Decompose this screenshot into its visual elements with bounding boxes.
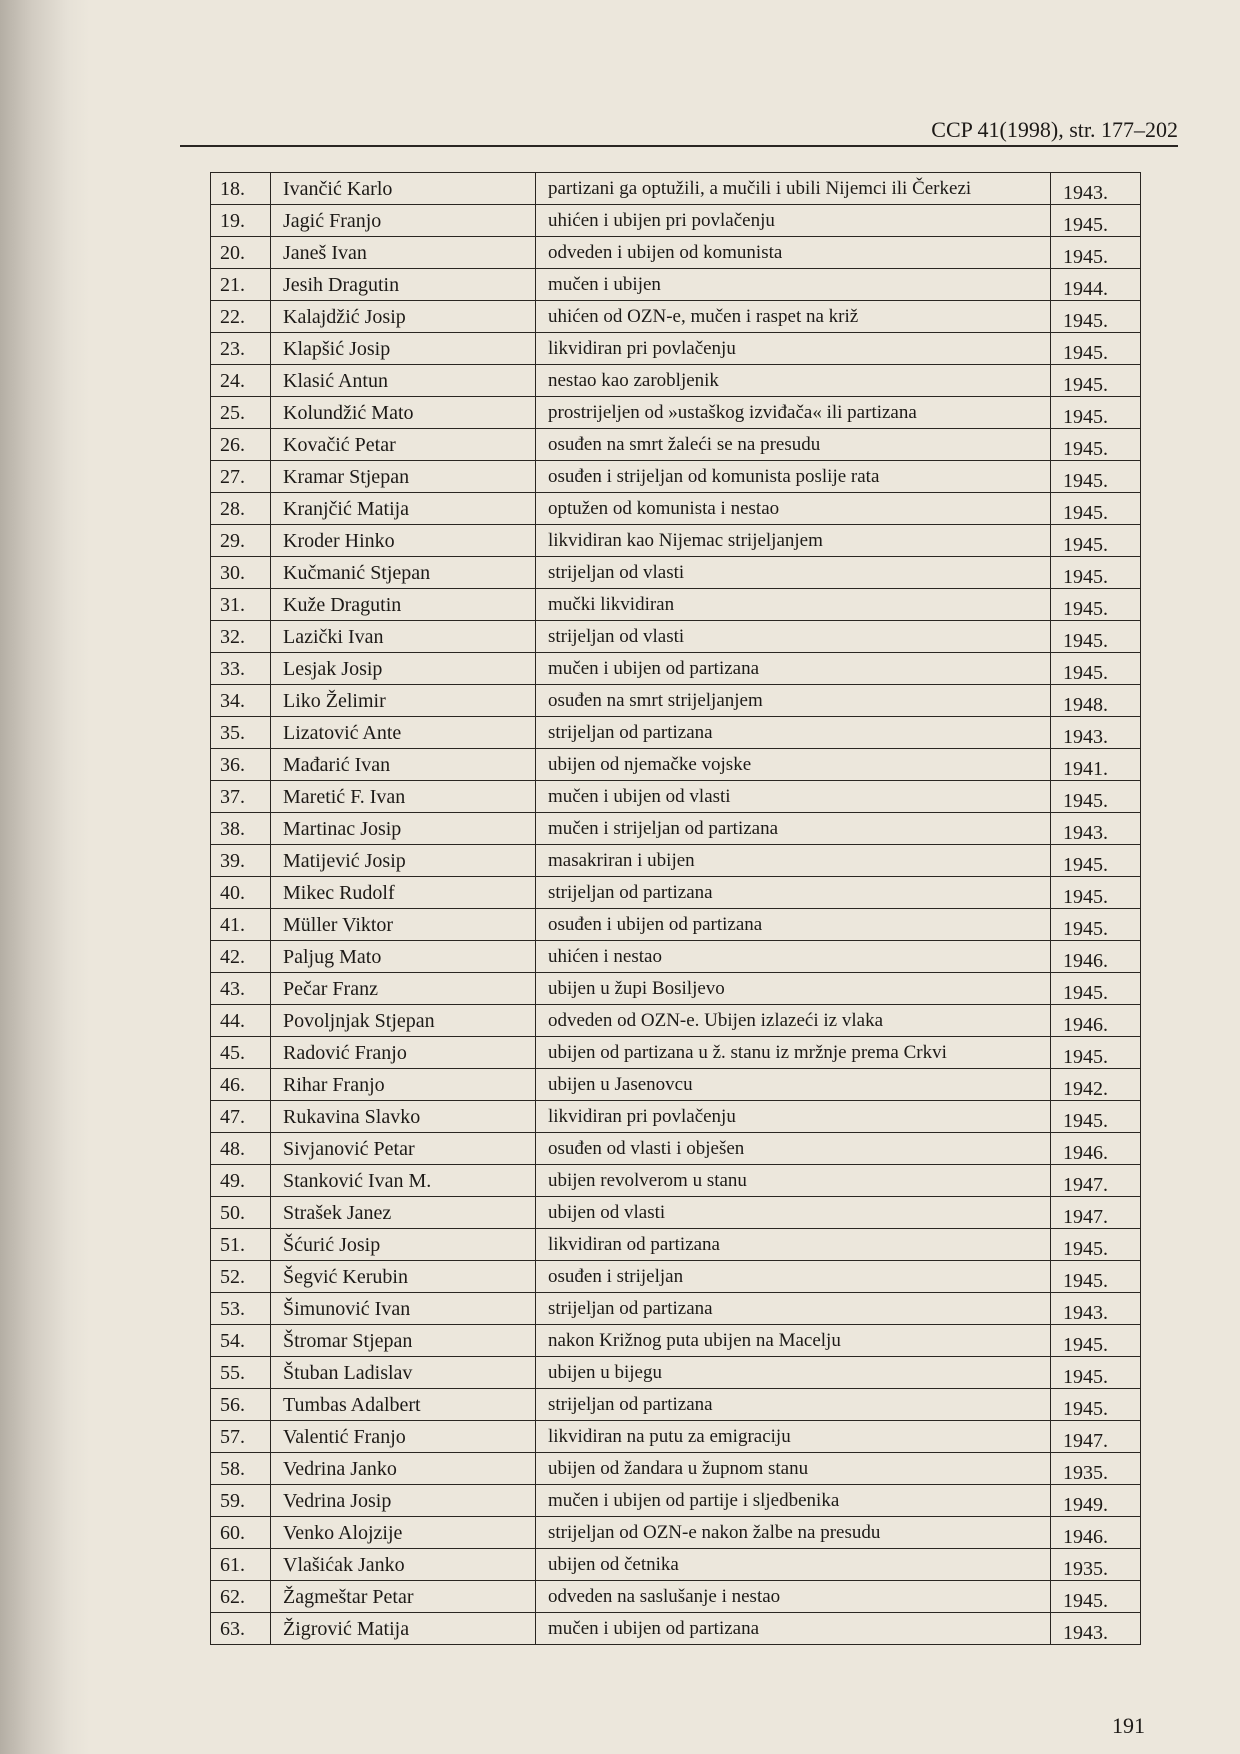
row-number-cell: 44.: [211, 1005, 271, 1037]
name-cell: Müller Viktor: [271, 909, 536, 941]
name-cell: Mikec Rudolf: [271, 877, 536, 909]
table-row: [211, 1293, 1141, 1325]
year-cell: 1946.: [1051, 1517, 1141, 1549]
name-cell: Rihar Franjo: [271, 1069, 536, 1101]
fate-cell: osuđen i strijeljan: [536, 1261, 1051, 1293]
row-number-cell: 57.: [211, 1421, 271, 1453]
year-cell: 1945.: [1051, 205, 1141, 237]
row-number-cell: 31.: [211, 589, 271, 621]
table-row: [211, 1037, 1141, 1069]
row-number-cell: 22.: [211, 301, 271, 333]
row-number-cell: 42.: [211, 941, 271, 973]
table-row: [211, 1165, 1141, 1197]
fate-cell: likvidiran pri povlačenju: [536, 333, 1051, 365]
fate-cell: ubijen u župi Bosiljevo: [536, 973, 1051, 1005]
table-row: [211, 365, 1141, 397]
name-cell: Vedrina Josip: [271, 1485, 536, 1517]
name-cell: Kroder Hinko: [271, 525, 536, 557]
page-binding-shadow: [0, 0, 90, 1754]
table-row: [211, 1261, 1141, 1293]
name-cell: Stanković Ivan M.: [271, 1165, 536, 1197]
year-cell: 1945.: [1051, 781, 1141, 813]
table-row: [211, 525, 1141, 557]
name-cell: Vlašićak Janko: [271, 1549, 536, 1581]
row-number-cell: 60.: [211, 1517, 271, 1549]
year-cell: 1946.: [1051, 941, 1141, 973]
name-cell: Janeš Ivan: [271, 237, 536, 269]
fate-cell: strijeljan od OZN-e nakon žalbe na presudu: [536, 1517, 1051, 1549]
year-cell: 1935.: [1051, 1453, 1141, 1485]
table-row: [211, 1133, 1141, 1165]
name-cell: Sivjanović Petar: [271, 1133, 536, 1165]
year-cell: 1945.: [1051, 877, 1141, 909]
name-cell: Mađarić Ivan: [271, 749, 536, 781]
year-cell: 1945.: [1051, 333, 1141, 365]
fate-cell: strijeljan od partizana: [536, 1389, 1051, 1421]
row-number-cell: 28.: [211, 493, 271, 525]
row-number-cell: 26.: [211, 429, 271, 461]
fate-cell: uhićen i ubijen pri povlačenju: [536, 205, 1051, 237]
victims-table-body: [211, 173, 1141, 1645]
fate-cell: ubijen u Jasenovcu: [536, 1069, 1051, 1101]
row-number-cell: 37.: [211, 781, 271, 813]
name-cell: Kolundžić Mato: [271, 397, 536, 429]
table-row: [211, 1197, 1141, 1229]
fate-cell: masakriran i ubijen: [536, 845, 1051, 877]
victims-table: [210, 172, 1141, 1645]
fate-cell: nakon Križnog puta ubijen na Macelju: [536, 1325, 1051, 1357]
name-cell: Kranjčić Matija: [271, 493, 536, 525]
year-cell: 1941.: [1051, 749, 1141, 781]
row-number-cell: 56.: [211, 1389, 271, 1421]
table-row: [211, 589, 1141, 621]
fate-cell: strijeljan od partizana: [536, 717, 1051, 749]
year-cell: 1945.: [1051, 429, 1141, 461]
table-row: [211, 653, 1141, 685]
table-row: [211, 1581, 1141, 1613]
name-cell: Maretić F. Ivan: [271, 781, 536, 813]
fate-cell: likvidiran kao Nijemac strijeljanjem: [536, 525, 1051, 557]
row-number-cell: 46.: [211, 1069, 271, 1101]
table-row: [211, 1421, 1141, 1453]
row-number-cell: 38.: [211, 813, 271, 845]
year-cell: 1945.: [1051, 461, 1141, 493]
name-cell: Šimunović Ivan: [271, 1293, 536, 1325]
year-cell: 1945.: [1051, 973, 1141, 1005]
table-row: [211, 557, 1141, 589]
table-row: [211, 1517, 1141, 1549]
table-row: [211, 493, 1141, 525]
row-number-cell: 19.: [211, 205, 271, 237]
fate-cell: ubijen od vlasti: [536, 1197, 1051, 1229]
table-row: [211, 1101, 1141, 1133]
table-row: [211, 1357, 1141, 1389]
row-number-cell: 62.: [211, 1581, 271, 1613]
fate-cell: partizani ga optužili, a mučili i ubili Nijemci ili Čerkezi: [536, 173, 1051, 205]
row-number-cell: 32.: [211, 621, 271, 653]
name-cell: Matijević Josip: [271, 845, 536, 877]
year-cell: 1947.: [1051, 1165, 1141, 1197]
name-cell: Pečar Franz: [271, 973, 536, 1005]
table-row: [211, 173, 1141, 205]
year-cell: 1946.: [1051, 1005, 1141, 1037]
year-cell: 1945.: [1051, 1229, 1141, 1261]
name-cell: Kovačić Petar: [271, 429, 536, 461]
table-row: [211, 877, 1141, 909]
fate-cell: ubijen od žandara u župnom stanu: [536, 1453, 1051, 1485]
name-cell: Kuže Dragutin: [271, 589, 536, 621]
name-cell: Štromar Stjepan: [271, 1325, 536, 1357]
row-number-cell: 48.: [211, 1133, 271, 1165]
year-cell: 1943.: [1051, 173, 1141, 205]
name-cell: Jesih Dragutin: [271, 269, 536, 301]
year-cell: 1945.: [1051, 589, 1141, 621]
table-row: [211, 781, 1141, 813]
row-number-cell: 41.: [211, 909, 271, 941]
name-cell: Šćurić Josip: [271, 1229, 536, 1261]
row-number-cell: 18.: [211, 173, 271, 205]
table-row: [211, 717, 1141, 749]
fate-cell: osuđen od vlasti i obješen: [536, 1133, 1051, 1165]
table-row: [211, 749, 1141, 781]
row-number-cell: 55.: [211, 1357, 271, 1389]
table-row: [211, 1453, 1141, 1485]
row-number-cell: 24.: [211, 365, 271, 397]
year-cell: 1943.: [1051, 813, 1141, 845]
year-cell: 1945.: [1051, 845, 1141, 877]
row-number-cell: 40.: [211, 877, 271, 909]
table-row: [211, 429, 1141, 461]
year-cell: 1945.: [1051, 653, 1141, 685]
year-cell: 1945.: [1051, 397, 1141, 429]
table-row: [211, 973, 1141, 1005]
fate-cell: ubijen od njemačke vojske: [536, 749, 1051, 781]
row-number-cell: 51.: [211, 1229, 271, 1261]
fate-cell: strijeljan od vlasti: [536, 621, 1051, 653]
fate-cell: strijeljan od partizana: [536, 1293, 1051, 1325]
table-row: [211, 237, 1141, 269]
table-row: [211, 205, 1141, 237]
fate-cell: strijeljan od vlasti: [536, 557, 1051, 589]
fate-cell: mučen i ubijen od vlasti: [536, 781, 1051, 813]
fate-cell: mučen i ubijen od partizana: [536, 1613, 1051, 1645]
name-cell: Šegvić Kerubin: [271, 1261, 536, 1293]
year-cell: 1945.: [1051, 1037, 1141, 1069]
table-row: [211, 1549, 1141, 1581]
row-number-cell: 20.: [211, 237, 271, 269]
year-cell: 1945.: [1051, 1325, 1141, 1357]
name-cell: Valentić Franjo: [271, 1421, 536, 1453]
year-cell: 1945.: [1051, 237, 1141, 269]
name-cell: Kramar Stjepan: [271, 461, 536, 493]
year-cell: 1947.: [1051, 1421, 1141, 1453]
fate-cell: likvidiran pri povlačenju: [536, 1101, 1051, 1133]
table-row: [211, 269, 1141, 301]
name-cell: Povoljnjak Stjepan: [271, 1005, 536, 1037]
name-cell: Klasić Antun: [271, 365, 536, 397]
row-number-cell: 52.: [211, 1261, 271, 1293]
year-cell: 1942.: [1051, 1069, 1141, 1101]
name-cell: Lizatović Ante: [271, 717, 536, 749]
row-number-cell: 35.: [211, 717, 271, 749]
fate-cell: ubijen od partizana u ž. stanu iz mržnje prema Crkvi: [536, 1037, 1051, 1069]
row-number-cell: 25.: [211, 397, 271, 429]
fate-cell: osuđen na smrt strijeljanjem: [536, 685, 1051, 717]
name-cell: Martinac Josip: [271, 813, 536, 845]
fate-cell: mučen i ubijen od partije i sljedbenika: [536, 1485, 1051, 1517]
table-row: [211, 1229, 1141, 1261]
year-cell: 1945.: [1051, 365, 1141, 397]
table-row: [211, 941, 1141, 973]
table-row: [211, 621, 1141, 653]
table-row: [211, 1005, 1141, 1037]
name-cell: Tumbas Adalbert: [271, 1389, 536, 1421]
name-cell: Žigrović Matija: [271, 1613, 536, 1645]
year-cell: 1945.: [1051, 909, 1141, 941]
year-cell: 1945.: [1051, 493, 1141, 525]
name-cell: Lazički Ivan: [271, 621, 536, 653]
fate-cell: osuđen i ubijen od partizana: [536, 909, 1051, 941]
year-cell: 1949.: [1051, 1485, 1141, 1517]
victims-table-container: [210, 172, 1140, 1645]
row-number-cell: 59.: [211, 1485, 271, 1517]
row-number-cell: 53.: [211, 1293, 271, 1325]
name-cell: Ivančić Karlo: [271, 173, 536, 205]
row-number-cell: 34.: [211, 685, 271, 717]
running-header: [180, 116, 1178, 146]
fate-cell: uhićen i nestao: [536, 941, 1051, 973]
year-cell: 1946.: [1051, 1133, 1141, 1165]
year-cell: 1945.: [1051, 1261, 1141, 1293]
row-number-cell: 33.: [211, 653, 271, 685]
row-number-cell: 39.: [211, 845, 271, 877]
page-number: 191: [1112, 1713, 1145, 1738]
year-cell: 1948.: [1051, 685, 1141, 717]
name-cell: Paljug Mato: [271, 941, 536, 973]
year-cell: 1945.: [1051, 1581, 1141, 1613]
fate-cell: odveden i ubijen od komunista: [536, 237, 1051, 269]
name-cell: Klapšić Josip: [271, 333, 536, 365]
year-cell: 1945.: [1051, 525, 1141, 557]
running-header-title: CCP 41(1998), str. 177–202: [931, 117, 1178, 142]
fate-cell: nestao kao zarobljenik: [536, 365, 1051, 397]
fate-cell: optužen od komunista i nestao: [536, 493, 1051, 525]
year-cell: 1945.: [1051, 1101, 1141, 1133]
fate-cell: strijeljan od partizana: [536, 877, 1051, 909]
header-rule: [180, 145, 1178, 147]
year-cell: 1945.: [1051, 1357, 1141, 1389]
fate-cell: mučen i strijeljan od partizana: [536, 813, 1051, 845]
fate-cell: osuđen na smrt žaleći se na presudu: [536, 429, 1051, 461]
year-cell: 1943.: [1051, 1613, 1141, 1645]
fate-cell: ubijen u bijegu: [536, 1357, 1051, 1389]
fate-cell: likvidiran na putu za emigraciju: [536, 1421, 1051, 1453]
fate-cell: ubijen od četnika: [536, 1549, 1051, 1581]
name-cell: Vedrina Janko: [271, 1453, 536, 1485]
fate-cell: odveden na saslušanje i nestao: [536, 1581, 1051, 1613]
row-number-cell: 43.: [211, 973, 271, 1005]
name-cell: Kučmanić Stjepan: [271, 557, 536, 589]
name-cell: Kalajdžić Josip: [271, 301, 536, 333]
name-cell: Jagić Franjo: [271, 205, 536, 237]
row-number-cell: 27.: [211, 461, 271, 493]
year-cell: 1945.: [1051, 301, 1141, 333]
year-cell: 1935.: [1051, 1549, 1141, 1581]
table-row: [211, 461, 1141, 493]
name-cell: Lesjak Josip: [271, 653, 536, 685]
year-cell: 1943.: [1051, 717, 1141, 749]
row-number-cell: 30.: [211, 557, 271, 589]
fate-cell: mučki likvidiran: [536, 589, 1051, 621]
table-row: [211, 1485, 1141, 1517]
row-number-cell: 49.: [211, 1165, 271, 1197]
year-cell: 1945.: [1051, 557, 1141, 589]
table-row: [211, 1389, 1141, 1421]
year-cell: 1944.: [1051, 269, 1141, 301]
table-row: [211, 685, 1141, 717]
row-number-cell: 47.: [211, 1101, 271, 1133]
row-number-cell: 23.: [211, 333, 271, 365]
year-cell: 1945.: [1051, 621, 1141, 653]
year-cell: 1943.: [1051, 1293, 1141, 1325]
name-cell: Štuban Ladislav: [271, 1357, 536, 1389]
table-row: [211, 1325, 1141, 1357]
row-number-cell: 63.: [211, 1613, 271, 1645]
fate-cell: ubijen revolverom u stanu: [536, 1165, 1051, 1197]
fate-cell: uhićen od OZN-e, mučen i raspet na križ: [536, 301, 1051, 333]
table-row: [211, 845, 1141, 877]
row-number-cell: 21.: [211, 269, 271, 301]
row-number-cell: 45.: [211, 1037, 271, 1069]
row-number-cell: 54.: [211, 1325, 271, 1357]
table-row: [211, 1069, 1141, 1101]
table-row: [211, 909, 1141, 941]
fate-cell: osuđen i strijeljan od komunista poslije rata: [536, 461, 1051, 493]
fate-cell: prostrijeljen od »ustaškog izviđača« ili partizana: [536, 397, 1051, 429]
row-number-cell: 58.: [211, 1453, 271, 1485]
name-cell: Radović Franjo: [271, 1037, 536, 1069]
name-cell: Rukavina Slavko: [271, 1101, 536, 1133]
table-row: [211, 813, 1141, 845]
name-cell: Strašek Janez: [271, 1197, 536, 1229]
name-cell: Liko Želimir: [271, 685, 536, 717]
name-cell: Žagmeštar Petar: [271, 1581, 536, 1613]
fate-cell: odveden od OZN-e. Ubijen izlazeći iz vlaka: [536, 1005, 1051, 1037]
table-row: [211, 301, 1141, 333]
table-row: [211, 333, 1141, 365]
fate-cell: mučen i ubijen od partizana: [536, 653, 1051, 685]
row-number-cell: 29.: [211, 525, 271, 557]
row-number-cell: 50.: [211, 1197, 271, 1229]
year-cell: 1945.: [1051, 1389, 1141, 1421]
row-number-cell: 36.: [211, 749, 271, 781]
year-cell: 1947.: [1051, 1197, 1141, 1229]
fate-cell: mučen i ubijen: [536, 269, 1051, 301]
name-cell: Venko Alojzije: [271, 1517, 536, 1549]
fate-cell: likvidiran od partizana: [536, 1229, 1051, 1261]
table-row: [211, 1613, 1141, 1645]
row-number-cell: 61.: [211, 1549, 271, 1581]
table-row: [211, 397, 1141, 429]
